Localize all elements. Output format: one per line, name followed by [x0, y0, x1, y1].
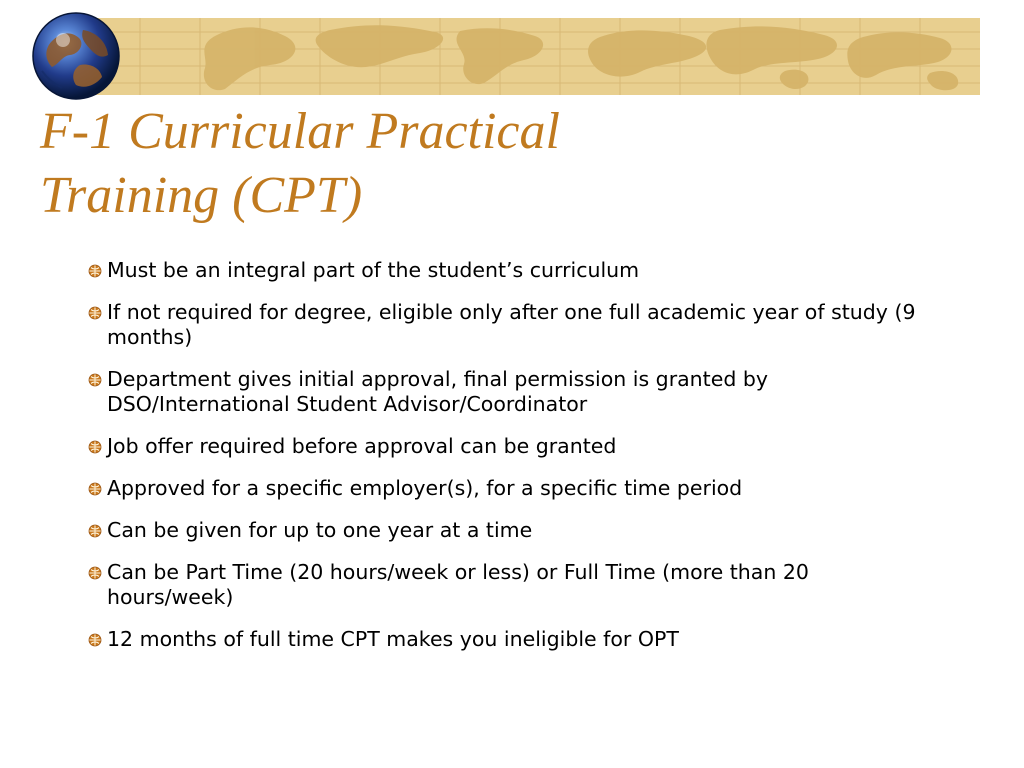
bullet-text: Job offer required before approval can be granted: [107, 434, 617, 458]
bullet-item: [88, 258, 918, 283]
bullet-text: Approved for a specific employer(s), for a specific time period: [107, 476, 743, 500]
orange-globe-bullet-icon: [88, 566, 102, 580]
orange-globe-bullet-icon: [88, 264, 102, 278]
title-line-2: Training (CPT): [40, 167, 363, 224]
globe-icon: [30, 10, 122, 102]
bullet-list: [88, 258, 918, 669]
bullet-text: If not required for degree, eligible only after one full academic year of study (9 months): [107, 300, 916, 349]
bullet-item: [88, 434, 918, 459]
bullet-item: [88, 300, 918, 350]
orange-globe-bullet-icon: [88, 524, 102, 538]
bullet-text: Can be Part Time (20 hours/week or less) or Full Time (more than 20 hours/week): [107, 560, 809, 609]
bullet-text: Must be an integral part of the student’s curriculum: [107, 258, 640, 282]
title-line-1: F-1 Curricular Practical: [40, 103, 560, 160]
slide-title: [40, 100, 740, 228]
bullet-text: Can be given for up to one year at a time: [107, 518, 533, 542]
bullet-text: 12 months of full time CPT makes you ineligible for OPT: [107, 627, 679, 651]
bullet-item: [88, 518, 918, 543]
bullet-item: [88, 627, 918, 652]
world-map-banner: [80, 18, 980, 95]
bullet-item: [88, 476, 918, 501]
bullet-text: Department gives initial approval, final permission is granted by DSO/International Student Advisor/Coordinator: [107, 367, 768, 416]
orange-globe-bullet-icon: [88, 482, 102, 496]
bullet-item: [88, 367, 918, 417]
orange-globe-bullet-icon: [88, 373, 102, 387]
orange-globe-bullet-icon: [88, 633, 102, 647]
bullet-item: [88, 560, 918, 610]
orange-globe-bullet-icon: [88, 306, 102, 320]
orange-globe-bullet-icon: [88, 440, 102, 454]
